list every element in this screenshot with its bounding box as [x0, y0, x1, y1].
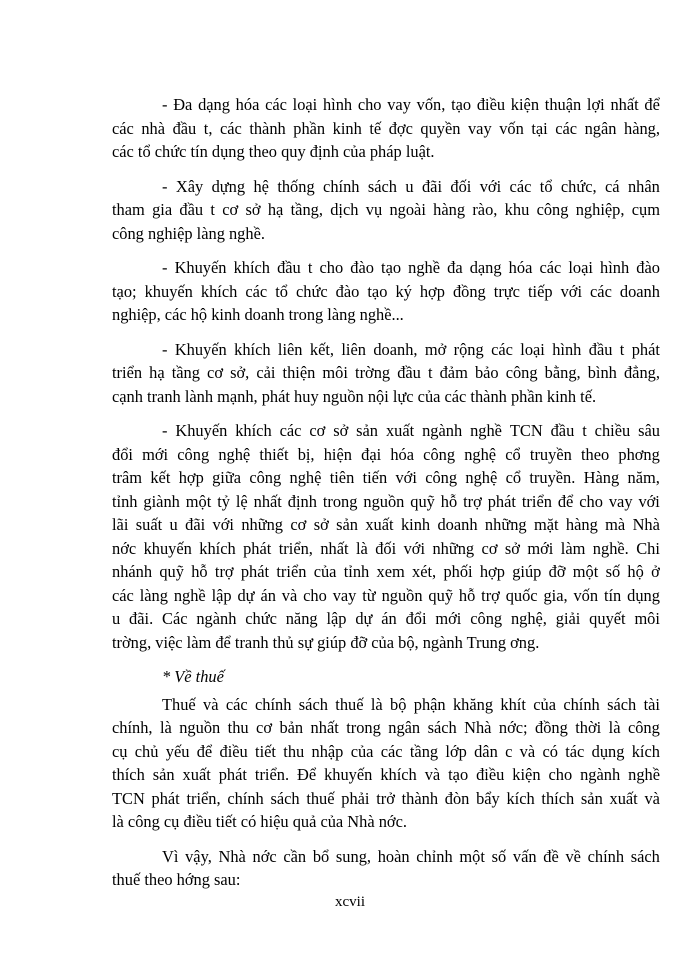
- text-line: trâm kết hợp giữa công nghệ tiên tiến với công nghệ cổ truyền. Hàng năm,: [112, 468, 660, 487]
- text-line: trờng, việc làm để tranh thủ sự giúp đỡ của bộ, ngành Trung ơng.: [112, 632, 540, 652]
- text-line: TCN phát triển, chính sách thuế phải trở thành đòn bẩy kích thích sản xuất và: [112, 788, 660, 808]
- text-line: triển hạ tầng cơ sở, cải thiện môi trờng đầu t đảm bảo công bằng, bình đẳng,: [112, 363, 660, 382]
- text-line: đổi mới công nghệ thiết bị, hiện đại hóa công nghệ cổ truyền theo phơng: [112, 444, 660, 464]
- text-line: chính, là nguồn thu cơ bản nhất trong ngân sách Nhà nớc; đồng thời là công: [112, 718, 660, 737]
- text-line: các làng nghề lập dự án và cho vay từ nguồn quỹ hỗ trợ quốc gia, vốn tín dụng: [112, 585, 660, 605]
- text-line: tạo; khuyến khích các tổ chức đào tạo ký hợp đồng trực tiếp với các doanh: [112, 281, 660, 301]
- text-line: nớc khuyến khích phát triển, nhất là đối với những cơ sở mới làm nghề. Chi: [112, 538, 660, 558]
- text-line: nhánh quỹ hỗ trợ phát triển của tỉnh xem xét, phối hợp giúp đỡ một số hộ ở: [112, 562, 660, 581]
- text-line: thuế theo hớng sau:: [112, 870, 241, 889]
- paragraph-tax-conclusion: [112, 845, 660, 892]
- text-line: Vì vậy, Nhà nớc cần bổ sung, hoàn chỉnh một số vấn đề về chính sách: [162, 846, 660, 866]
- text-line: tham gia đầu t cơ sở hạ tầng, dịch vụ ngoài hàng rào, khu công nghiệp, cụm: [112, 200, 660, 219]
- text-line: Thuế và các chính sách thuế là bộ phận khăng khít của chính sách tài: [162, 694, 660, 714]
- text-line: - Khuyến khích đầu t cho đào tạo nghề đa dạng hóa các loại hình đào: [162, 258, 660, 277]
- text-line: u đãi. Các ngành chức năng lập dự án đổi mới công nghệ, giải quyết môi: [112, 609, 660, 628]
- text-line: tỉnh giành một tỷ lệ nhất định trong nguồn quỹ hỗ trợ phát triển để cho vay với: [112, 491, 660, 511]
- text-line: cụ chủ yếu để điều tiết thu nhập của các tầng lớp dân c và có tác dụng kích: [112, 741, 660, 761]
- section-heading-tax: * Về thuế: [162, 667, 224, 686]
- text-line: nghiệp, các hộ kinh doanh trong làng nghề...: [112, 305, 404, 324]
- text-line: công nghiệp làng nghề.: [112, 223, 265, 243]
- paragraph-joint-venture: [112, 338, 660, 409]
- text-line: các nhà đầu t, các thành phần kinh tế đợc quyền vay vốn tại các ngân hàng,: [112, 118, 660, 138]
- text-line: - Khuyến khích liên kết, liên doanh, mở rộng các loại hình đầu t phát: [162, 339, 660, 359]
- paragraph-tax-role: [112, 693, 660, 834]
- paragraph-vocational-training: [112, 256, 660, 327]
- text-line: lãi suất u đãi với những cơ sở sản xuất kinh doanh những mặt hàng mà Nhà: [112, 515, 660, 534]
- text-line: các tổ chức tín dụng theo quy định của pháp luật.: [112, 142, 435, 161]
- text-line: - Đa dạng hóa các loại hình cho vay vốn, tạo điều kiện thuận lợi nhất để: [162, 95, 660, 114]
- paragraph-loan-diversification: [112, 93, 660, 164]
- text-line: - Khuyến khích các cơ sở sản xuất ngành nghề TCN đầu t chiều sâu: [162, 421, 660, 440]
- page-number: xcvii: [335, 894, 365, 910]
- text-line: cạnh tranh lành mạnh, phát huy nguồn nội lực của các thành phần kinh tế.: [112, 386, 597, 406]
- paragraph-technology-investment: [112, 419, 660, 654]
- text-line: thích sản xuất phát triển. Để khuyến khích và tạo điều kiện cho ngành nghề: [112, 765, 660, 784]
- body-text: [112, 93, 660, 903]
- paragraph-preferential-policy: [112, 175, 660, 246]
- text-line: - Xây dựng hệ thống chính sách u đãi đối với các tổ chức, cá nhân: [162, 176, 660, 196]
- text-line: là công cụ điều tiết có hiệu quả của Nhà nớc.: [112, 812, 407, 831]
